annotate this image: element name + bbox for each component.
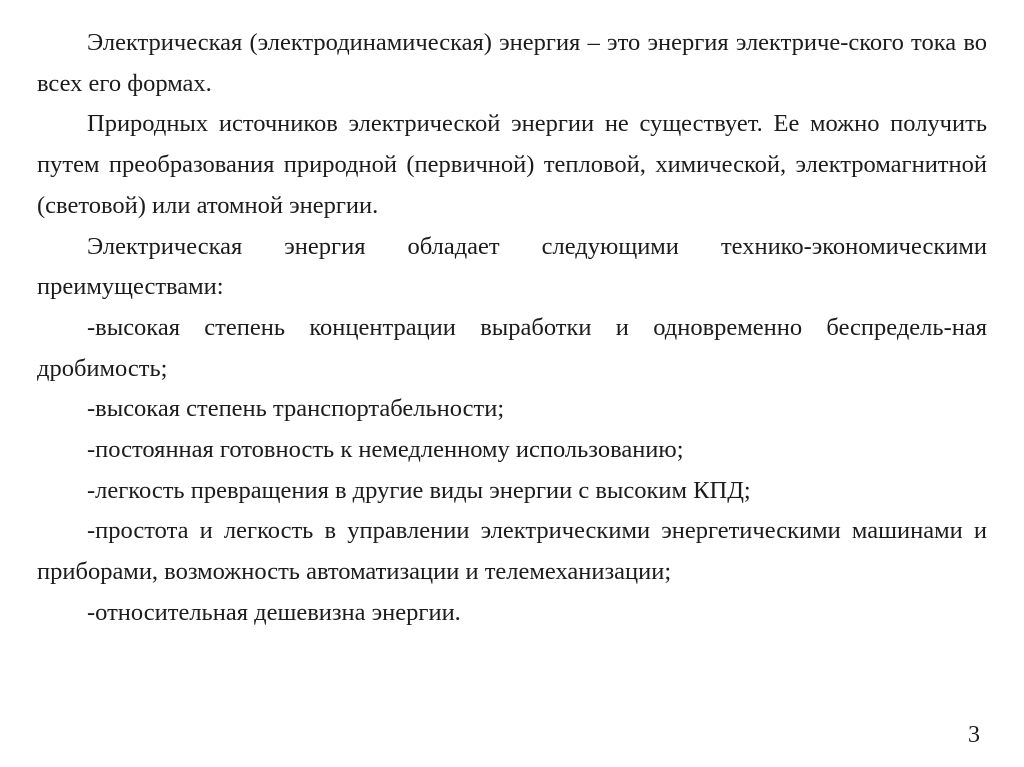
paragraph-advantages-intro: Электрическая энергия обладает следующими технико-экономическими преимуществами: xyxy=(37,232,987,301)
list-item: -легкость превращения в другие виды энергии с высоким КПД; xyxy=(87,476,751,504)
paragraph-definition: Электрическая (электродинамическая) энергия – это энергия электриче-ского тока во всех его формах. xyxy=(37,29,987,97)
list-item: -относительная дешевизна энергии. xyxy=(87,598,461,626)
list-item: -высокая степень транспортабельности; xyxy=(87,395,505,423)
list-item: -высокая степень концентрации выработки и одновременно беспредель-ная дробимость; xyxy=(37,313,987,382)
document-body xyxy=(37,23,987,634)
paragraph-natural-sources: Природных источников электрической энергии не существует. Ее можно получить путем преобразования природной (первичной) тепловой, химической, электромагнитной (световой) или атомной энергии. xyxy=(37,110,987,219)
page-number: 3 xyxy=(968,722,980,748)
list-item: -постоянная готовность к немедленному использованию; xyxy=(87,436,684,464)
list-item: -простота и легкость в управлении электрическими энергетическими машинами и приборами, возможность автоматизации и телемеханизации; xyxy=(37,517,987,586)
